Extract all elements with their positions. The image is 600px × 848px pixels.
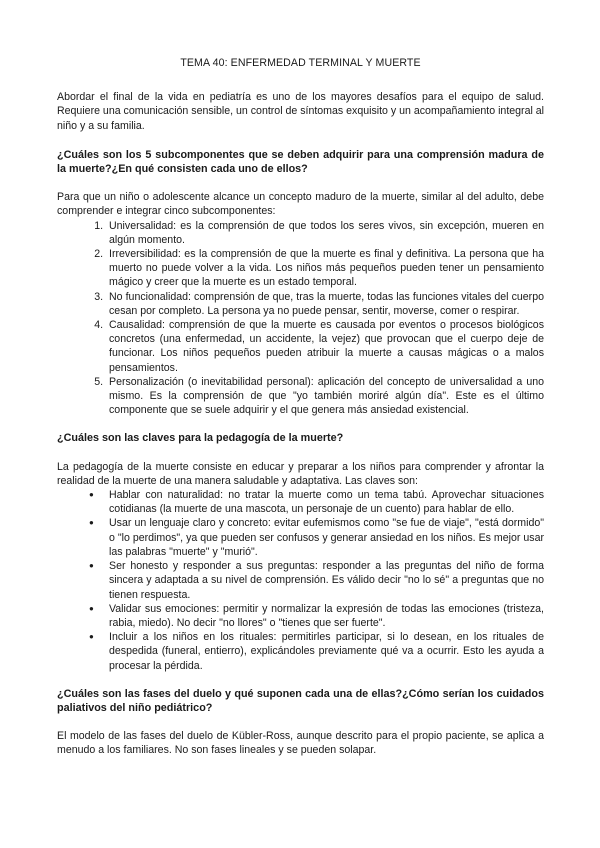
section-grief-phases xyxy=(57,687,544,758)
page-title: TEMA 40: ENFERMEDAD TERMINAL Y MUERTE xyxy=(180,57,421,69)
intro-paragraph: Abordar el final de la vida en pediatría es uno de los mayores desafíos para el equipo de salud. Requiere una comunicación sensible, un control de síntomas exquisito y un acompañamiento integral al niño y a su familia. xyxy=(57,91,545,132)
section-heading: ¿Cuáles son las claves para la pedagogía de la muerte? xyxy=(57,432,344,445)
list-item: 1. Universalidad: es la comprensión de que todos los seres vivos, sin excepción, mueren en algún momento. xyxy=(106,219,544,247)
list-item: ● Hablar con naturalidad: no tratar la muerte como un tema tabú. Aprovechar situaciones cotidianas (la muerte de una mascota, un personaje de un cuento) para hablar de ello. xyxy=(106,488,544,516)
list-item: ● Ser honesto y responder a sus preguntas: responder a las preguntas del niño de forma sincera y adaptada a su nivel de comprensión. Es válido decir "no lo sé" a preguntas que no tienen respuesta. xyxy=(106,559,544,602)
list-item: ● Usar un lenguaje claro y concreto: evitar eufemismos como "se fue de viaje", "está dormido" o "lo perdimos", ya que pueden ser confusos y generar ansiedad en los niños. Es mejor usar las palabras "muerte" y "murió". xyxy=(106,516,544,559)
section-lead: Para que un niño o adolescente alcance un concepto maduro de la muerte, similar al del adulto, debe comprender e integrar cinco subcomponentes: xyxy=(57,191,544,218)
list-item: 3. No funcionalidad: comprensión de que, tras la muerte, todas las funciones vitales del cuerpo cesan por completo. La persona ya no puede pensar, sentir, moverse, comer o respirar. xyxy=(106,290,544,318)
list-item: 5. Personalización (o inevitabilidad personal): aplicación del concepto de universalidad a uno mismo. Es la comprensión de que "yo también moriré algún día". Este es el último componente que se suele adquirir y el que genera más ansiedad existencial. xyxy=(106,375,544,418)
section-death-pedagogy xyxy=(57,431,544,672)
list-item: 4. Causalidad: comprensión de que la muerte es causada por eventos o procesos biológicos concretos (una enfermedad, un accidente, la vejez) que provocan que el cuerpo deje de funcionar. Los niños pequeños pueden atribuir la muerte a causas mágicas o a malos pensamientos. xyxy=(106,318,544,375)
section-death-concept xyxy=(57,148,544,418)
list-item: 2. Irreversibilidad: es la comprensión de que la muerte es final y definitiva. La persona que ha muerto no puede volver a la vida. Los niños más pequeños pueden tener un pensamiento mágico y creer que la muerte es un estado temporal. xyxy=(106,247,544,290)
section-lead: La pedagogía de la muerte consiste en educar y preparar a los niños para comprender y afrontar la realidad de la muerte de una manera saludable y adaptativa. Las claves son: xyxy=(57,460,544,487)
list-item: ● Incluir a los niños en los rituales: permitirles participar, si lo desean, en los rituales de despedida (funeral, entierro), explicándoles previamente qué va a ocurrir. Esto les ayuda a procesar la pérdida. xyxy=(106,630,544,673)
section-heading: ¿Cuáles son las fases del duelo y qué suponen cada una de ellas?¿Cómo serían los cuidados paliativos del niño pediátrico? xyxy=(57,687,544,714)
bullet-list xyxy=(57,488,544,673)
section-heading: ¿Cuáles son los 5 subcomponentes que se deben adquirir para una comprensión madura de la muerte?¿En qué consisten cada uno de ellos? xyxy=(57,148,544,176)
numbered-list xyxy=(57,219,544,418)
list-item: ● Validar sus emociones: permitir y normalizar la expresión de todas las emociones (tristeza, rabia, miedo). No decir "no llores" o "tienes que ser fuerte". xyxy=(106,602,544,630)
section-lead: El modelo de las fases del duelo de Kübler-Ross, aunque descrito para el propio paciente, se aplica a menudo a los familiares. No son fases lineales y se pueden solapar. xyxy=(57,730,544,757)
